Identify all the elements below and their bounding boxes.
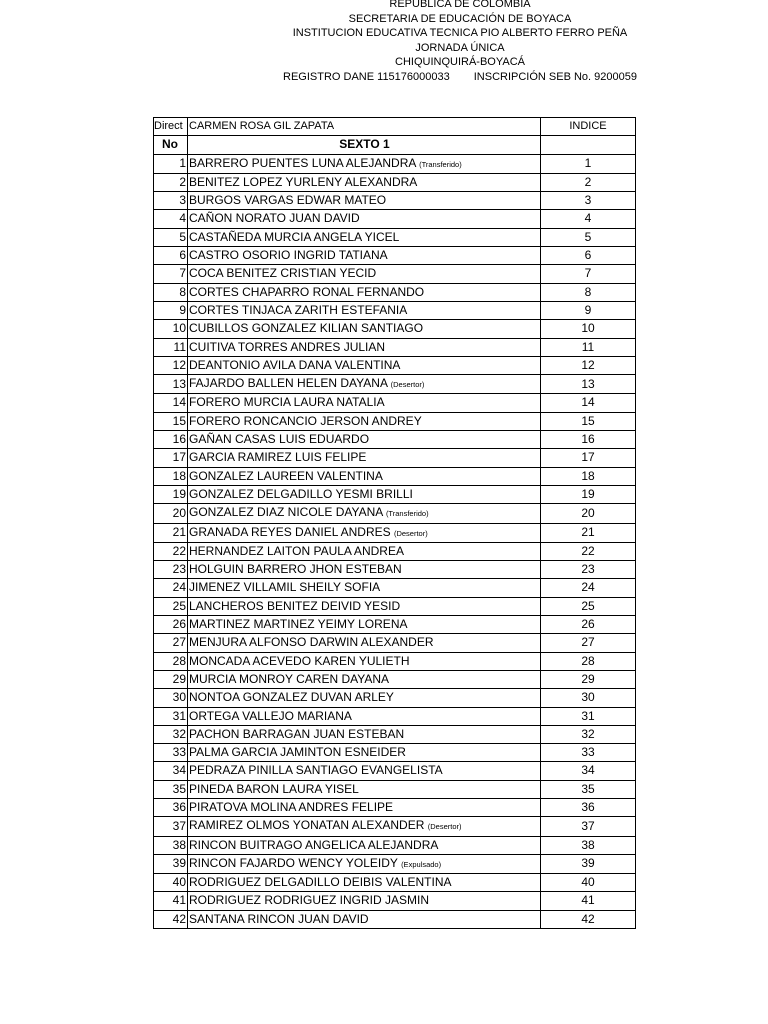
student-name: MARTINEZ MARTINEZ YEIMY LORENA (189, 617, 408, 632)
student-number: 32 (154, 725, 188, 743)
student-number: 41 (154, 892, 188, 910)
student-indice: 20 (541, 504, 636, 523)
student-indice: 42 (541, 910, 636, 928)
student-name-cell (188, 338, 541, 356)
student-indice: 3 (541, 192, 636, 210)
student-indice: 4 (541, 210, 636, 228)
student-indice: 9 (541, 301, 636, 319)
student-name: SANTANA RINCON JUAN DAVID (189, 911, 369, 926)
group-header-row (154, 136, 636, 154)
student-indice: 21 (541, 523, 636, 542)
student-name: ORTEGA VALLEJO MARIANA (189, 708, 352, 723)
student-number: 12 (154, 356, 188, 374)
student-name: GRANADA REYES DANIEL ANDRES (189, 524, 391, 539)
student-status-note: (Desertor) (390, 380, 425, 390)
student-name: FAJARDO BALLEN HELEN DAYANA (189, 376, 388, 391)
student-indice: 15 (541, 412, 636, 430)
student-indice: 40 (541, 874, 636, 892)
director-label: Direct (154, 118, 188, 136)
student-number: 28 (154, 652, 188, 670)
student-name-cell (188, 375, 541, 394)
student-number: 40 (154, 874, 188, 892)
student-name-cell (188, 523, 541, 542)
student-name: DEANTONIO AVILA DANA VALENTINA (189, 357, 401, 372)
student-indice: 29 (541, 670, 636, 688)
student-number: 39 (154, 854, 188, 873)
student-name-cell (188, 561, 541, 579)
student-name: RINCON FAJARDO WENCY YOLEIDY (189, 855, 398, 870)
student-name-cell (188, 910, 541, 928)
student-indice: 39 (541, 854, 636, 873)
student-number: 11 (154, 338, 188, 356)
table-row (154, 192, 636, 210)
student-name-cell (188, 431, 541, 449)
student-name: RODRIGUEZ RODRIGUEZ INGRID JASMIN (189, 893, 430, 908)
student-number: 13 (154, 375, 188, 394)
table-row (154, 210, 636, 228)
student-name: PINEDA BARON LAURA YISEL (189, 781, 359, 796)
student-name-cell (188, 707, 541, 725)
table-row (154, 504, 636, 523)
student-name: RODRIGUEZ DELGADILLO DEIBIS VALENTINA (189, 875, 452, 890)
student-name-cell (188, 817, 541, 836)
student-name-cell (188, 616, 541, 634)
student-indice: 38 (541, 836, 636, 854)
table-row (154, 247, 636, 265)
header-registro-dane: REGISTRO DANE 115176000033 (283, 70, 450, 83)
student-indice: 10 (541, 320, 636, 338)
student-name-cell (188, 689, 541, 707)
header-country: REPUBLICA DE COLOMBIA (389, 0, 531, 10)
student-indice: 31 (541, 707, 636, 725)
table-row (154, 154, 636, 173)
header-institution: INSTITUCION EDUCATIVA TECNICA PIO ALBERTO FERRO PEÑA (292, 27, 628, 40)
student-number: 18 (154, 467, 188, 485)
student-indice: 17 (541, 449, 636, 467)
student-indice: 37 (541, 817, 636, 836)
student-status-note: (Desertor) (427, 822, 462, 832)
table-row (154, 579, 636, 597)
student-indice: 33 (541, 744, 636, 762)
student-name: CORTES CHAPARRO RONAL FERNANDO (189, 284, 425, 299)
student-name-cell (188, 210, 541, 228)
student-name: PIRATOVA MOLINA ANDRES FELIPE (189, 799, 394, 814)
student-name-cell (188, 283, 541, 301)
student-indice: 8 (541, 283, 636, 301)
indice-header: INDICE (541, 118, 636, 136)
student-name: PEDRAZA PINILLA SANTIAGO EVANGELISTA (189, 763, 443, 778)
student-number: 24 (154, 579, 188, 597)
student-indice: 1 (541, 154, 636, 173)
table-row (154, 485, 636, 503)
table-row (154, 265, 636, 283)
student-roster-table (153, 117, 636, 929)
student-indice: 14 (541, 394, 636, 412)
student-name-cell (188, 449, 541, 467)
table-row (154, 301, 636, 319)
student-name-cell (188, 192, 541, 210)
student-name: CUBILLOS GONZALEZ KILIAN SANTIAGO (189, 321, 424, 336)
student-name-cell (188, 725, 541, 743)
student-number: 1 (154, 154, 188, 173)
student-number: 29 (154, 670, 188, 688)
student-name-cell (188, 762, 541, 780)
table-row (154, 762, 636, 780)
student-indice: 26 (541, 616, 636, 634)
table-row (154, 892, 636, 910)
student-name: MONCADA ACEVEDO KAREN YULIETH (189, 653, 410, 668)
student-number: 10 (154, 320, 188, 338)
student-name-cell (188, 892, 541, 910)
table-row (154, 375, 636, 394)
header-jornada: JORNADA ÚNICA (415, 41, 505, 54)
student-number: 3 (154, 192, 188, 210)
table-row (154, 283, 636, 301)
table-row (154, 780, 636, 798)
student-number: 15 (154, 412, 188, 430)
table-row (154, 320, 636, 338)
student-name: BENITEZ LOPEZ YURLENY ALEXANDRA (189, 174, 418, 189)
student-indice: 13 (541, 375, 636, 394)
student-number: 27 (154, 634, 188, 652)
student-number: 31 (154, 707, 188, 725)
student-indice: 18 (541, 467, 636, 485)
student-status-note: (Expulsado) (401, 859, 442, 869)
table-row (154, 356, 636, 374)
student-number: 7 (154, 265, 188, 283)
student-name-cell (188, 467, 541, 485)
student-name: RAMIREZ OLMOS YONATAN ALEXANDER (189, 818, 425, 833)
student-name-cell (188, 670, 541, 688)
student-indice: 11 (541, 338, 636, 356)
student-indice: 22 (541, 542, 636, 560)
student-name-cell (188, 579, 541, 597)
student-name-cell (188, 744, 541, 762)
student-number: 35 (154, 780, 188, 798)
student-status-note: (Transferido) (385, 509, 429, 519)
table-row (154, 597, 636, 615)
student-name: MENJURA ALFONSO DARWIN ALEXANDER (189, 635, 434, 650)
student-name: PACHON BARRAGAN JUAN ESTEBAN (189, 726, 405, 741)
student-name: JIMENEZ VILLAMIL SHEILY SOFIA (189, 580, 381, 595)
student-indice: 35 (541, 780, 636, 798)
student-name: FORERO MURCIA LAURA NATALIA (189, 395, 385, 410)
student-indice: 30 (541, 689, 636, 707)
student-name: COCA BENITEZ CRISTIAN YECID (189, 266, 377, 281)
student-name-cell (188, 485, 541, 503)
student-name-cell (188, 780, 541, 798)
student-indice: 19 (541, 485, 636, 503)
student-name-cell (188, 542, 541, 560)
student-name-cell (188, 265, 541, 283)
roster-body (154, 118, 636, 929)
student-name: HERNANDEZ LAITON PAULA ANDREA (189, 543, 404, 558)
group-title: SEXTO 1 (188, 136, 541, 154)
table-row (154, 431, 636, 449)
table-row (154, 338, 636, 356)
table-row (154, 910, 636, 928)
student-name: BARRERO PUENTES LUNA ALEJANDRA (189, 155, 416, 170)
student-number: 16 (154, 431, 188, 449)
document-header (0, 0, 768, 85)
student-number: 19 (154, 485, 188, 503)
student-status-note: (Desertor) (393, 528, 428, 538)
student-name-cell (188, 836, 541, 854)
student-number: 21 (154, 523, 188, 542)
table-row (154, 854, 636, 873)
student-number: 20 (154, 504, 188, 523)
table-row (154, 652, 636, 670)
no-header: No (154, 136, 188, 154)
student-name-cell (188, 173, 541, 191)
student-name-cell (188, 854, 541, 873)
student-indice: 25 (541, 597, 636, 615)
student-indice: 23 (541, 561, 636, 579)
student-name-cell (188, 798, 541, 816)
student-name-cell (188, 874, 541, 892)
student-indice: 28 (541, 652, 636, 670)
student-indice: 12 (541, 356, 636, 374)
table-row (154, 798, 636, 816)
student-number: 22 (154, 542, 188, 560)
indice-empty-cell (541, 136, 636, 154)
student-name: PALMA GARCIA JAMINTON ESNEIDER (189, 745, 406, 760)
table-row (154, 744, 636, 762)
table-row (154, 707, 636, 725)
student-status-note: (Transferido) (419, 159, 462, 169)
table-row (154, 817, 636, 836)
table-row (154, 874, 636, 892)
student-number: 9 (154, 301, 188, 319)
student-name-cell (188, 247, 541, 265)
table-row (154, 616, 636, 634)
student-name: CUITIVA TORRES ANDRES JULIAN (189, 339, 386, 354)
student-name: GARCIA RAMIREZ LUIS FELIPE (189, 450, 367, 465)
student-indice: 24 (541, 579, 636, 597)
table-row (154, 689, 636, 707)
student-name-cell (188, 228, 541, 246)
student-indice: 34 (541, 762, 636, 780)
student-number: 25 (154, 597, 188, 615)
header-city: CHIQUINQUIRÁ-BOYACÁ (395, 56, 525, 69)
student-number: 30 (154, 689, 188, 707)
table-row (154, 228, 636, 246)
director-row (154, 118, 636, 136)
header-secretaria: SECRETARIA DE EDUCACIÓN DE BOYACA (348, 12, 572, 25)
student-name: CASTAÑEDA MURCIA ANGELA YICEL (189, 229, 400, 244)
director-name: CARMEN ROSA GIL ZAPATA (188, 118, 541, 136)
student-indice: 41 (541, 892, 636, 910)
student-name-cell (188, 356, 541, 374)
header-registry-line (76, 70, 768, 85)
student-name: HOLGUIN BARRERO JHON ESTEBAN (189, 562, 402, 577)
student-indice: 16 (541, 431, 636, 449)
student-name: FORERO RONCANCIO JERSON ANDREY (189, 413, 422, 428)
student-name: CAÑON NORATO JUAN DAVID (189, 211, 360, 226)
table-row (154, 725, 636, 743)
student-number: 36 (154, 798, 188, 816)
student-name: GONZALEZ LAUREEN VALENTINA (189, 468, 383, 483)
student-name-cell (188, 301, 541, 319)
student-number: 14 (154, 394, 188, 412)
student-number: 6 (154, 247, 188, 265)
student-name-cell (188, 504, 541, 523)
student-name-cell (188, 394, 541, 412)
student-name: GONZALEZ DIAZ NICOLE DAYANA (189, 505, 383, 520)
student-name: BURGOS VARGAS EDWAR MATEO (189, 193, 387, 208)
student-name: CASTRO OSORIO INGRID TATIANA (189, 248, 388, 263)
table-row (154, 670, 636, 688)
student-indice: 32 (541, 725, 636, 743)
student-name-cell (188, 634, 541, 652)
student-number: 26 (154, 616, 188, 634)
student-number: 5 (154, 228, 188, 246)
student-indice: 5 (541, 228, 636, 246)
student-number: 42 (154, 910, 188, 928)
table-row (154, 467, 636, 485)
student-name: GONZALEZ DELGADILLO YESMI BRILLI (189, 486, 413, 501)
student-number: 37 (154, 817, 188, 836)
student-number: 17 (154, 449, 188, 467)
student-number: 4 (154, 210, 188, 228)
table-row (154, 634, 636, 652)
table-row (154, 394, 636, 412)
table-row (154, 412, 636, 430)
student-name: NONTOA GONZALEZ DUVAN ARLEY (189, 690, 394, 705)
student-indice: 27 (541, 634, 636, 652)
student-number: 34 (154, 762, 188, 780)
student-name-cell (188, 597, 541, 615)
student-name: MURCIA MONROY CAREN DAYANA (189, 671, 390, 686)
table-row (154, 523, 636, 542)
table-row (154, 836, 636, 854)
table-row (154, 542, 636, 560)
student-name-cell (188, 652, 541, 670)
student-name: CORTES TINJACA ZARITH ESTEFANIA (189, 302, 408, 317)
student-name-cell (188, 412, 541, 430)
student-indice: 36 (541, 798, 636, 816)
student-indice: 7 (541, 265, 636, 283)
student-name: RINCON BUITRAGO ANGELICA ALEJANDRA (189, 837, 439, 852)
header-inscripcion-seb: INSCRIPCIÓN SEB No. 9200059 (473, 70, 637, 83)
student-name-cell (188, 154, 541, 173)
table-row (154, 173, 636, 191)
table-row (154, 449, 636, 467)
student-number: 38 (154, 836, 188, 854)
table-row (154, 561, 636, 579)
student-name: GAÑAN CASAS LUIS EDUARDO (189, 432, 370, 447)
student-number: 8 (154, 283, 188, 301)
student-name-cell (188, 320, 541, 338)
student-indice: 6 (541, 247, 636, 265)
student-number: 2 (154, 173, 188, 191)
student-number: 33 (154, 744, 188, 762)
student-number: 23 (154, 561, 188, 579)
student-indice: 2 (541, 173, 636, 191)
student-name: LANCHEROS BENITEZ DEIVID YESID (189, 598, 401, 613)
